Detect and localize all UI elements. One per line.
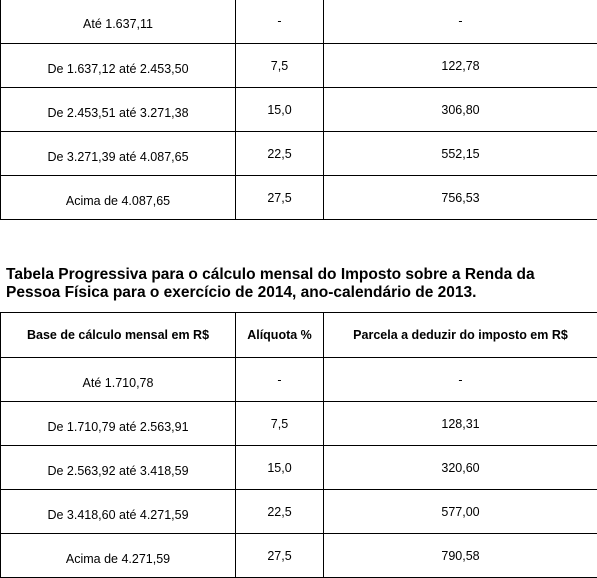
table-row bbox=[1, 176, 597, 220]
base-cell: De 3.418,60 até 4.271,59 bbox=[1, 490, 236, 534]
table-row bbox=[1, 88, 597, 132]
tax-table-previous bbox=[0, 0, 597, 220]
table-row bbox=[1, 446, 597, 490]
aliquota-cell: 7,5 bbox=[236, 402, 324, 446]
header-parcela: Parcela a deduzir do imposto em R$ bbox=[324, 313, 597, 358]
table-row bbox=[1, 0, 597, 44]
table-row bbox=[1, 44, 597, 88]
parcela-cell: 306,80 bbox=[324, 88, 597, 132]
table-row bbox=[1, 534, 597, 578]
table-header-row bbox=[1, 313, 597, 358]
base-cell: Até 1.637,11 bbox=[1, 0, 236, 44]
parcela-cell: 790,58 bbox=[324, 534, 597, 578]
base-cell: De 1.710,79 até 2.563,91 bbox=[1, 402, 236, 446]
parcela-cell: 128,31 bbox=[324, 402, 597, 446]
aliquota-cell: 15,0 bbox=[236, 88, 324, 132]
tax-table-2014 bbox=[0, 312, 597, 578]
parcela-cell: 552,15 bbox=[324, 132, 597, 176]
base-cell: Até 1.710,78 bbox=[1, 358, 236, 402]
aliquota-cell: 22,5 bbox=[236, 132, 324, 176]
parcela-cell: 756,53 bbox=[324, 176, 597, 220]
base-cell: De 1.637,12 até 2.453,50 bbox=[1, 44, 236, 88]
section-title: Tabela Progressiva para o cálculo mensal do Imposto sobre a Renda da Pessoa Física para o exercício de 2014, ano-calendário de 2013. bbox=[6, 266, 591, 302]
aliquota-cell: 7,5 bbox=[236, 44, 324, 88]
base-cell: De 3.271,39 até 4.087,65 bbox=[1, 132, 236, 176]
aliquota-cell: - bbox=[236, 358, 324, 402]
parcela-cell: 577,00 bbox=[324, 490, 597, 534]
aliquota-cell: 15,0 bbox=[236, 446, 324, 490]
table-row bbox=[1, 402, 597, 446]
aliquota-cell: 22,5 bbox=[236, 490, 324, 534]
aliquota-cell: - bbox=[236, 0, 324, 44]
base-cell: Acima de 4.271,59 bbox=[1, 534, 236, 578]
aliquota-cell: 27,5 bbox=[236, 534, 324, 578]
base-cell: Acima de 4.087,65 bbox=[1, 176, 236, 220]
aliquota-cell: 27,5 bbox=[236, 176, 324, 220]
table-row bbox=[1, 490, 597, 534]
base-cell: De 2.563,92 até 3.418,59 bbox=[1, 446, 236, 490]
table-row bbox=[1, 132, 597, 176]
table-row bbox=[1, 358, 597, 402]
base-cell: De 2.453,51 até 3.271,38 bbox=[1, 88, 236, 132]
parcela-cell: 320,60 bbox=[324, 446, 597, 490]
parcela-cell: - bbox=[324, 358, 597, 402]
header-aliquota: Alíquota % bbox=[236, 313, 324, 358]
parcela-cell: 122,78 bbox=[324, 44, 597, 88]
parcela-cell: - bbox=[324, 0, 597, 44]
header-base: Base de cálculo mensal em R$ bbox=[1, 313, 236, 358]
